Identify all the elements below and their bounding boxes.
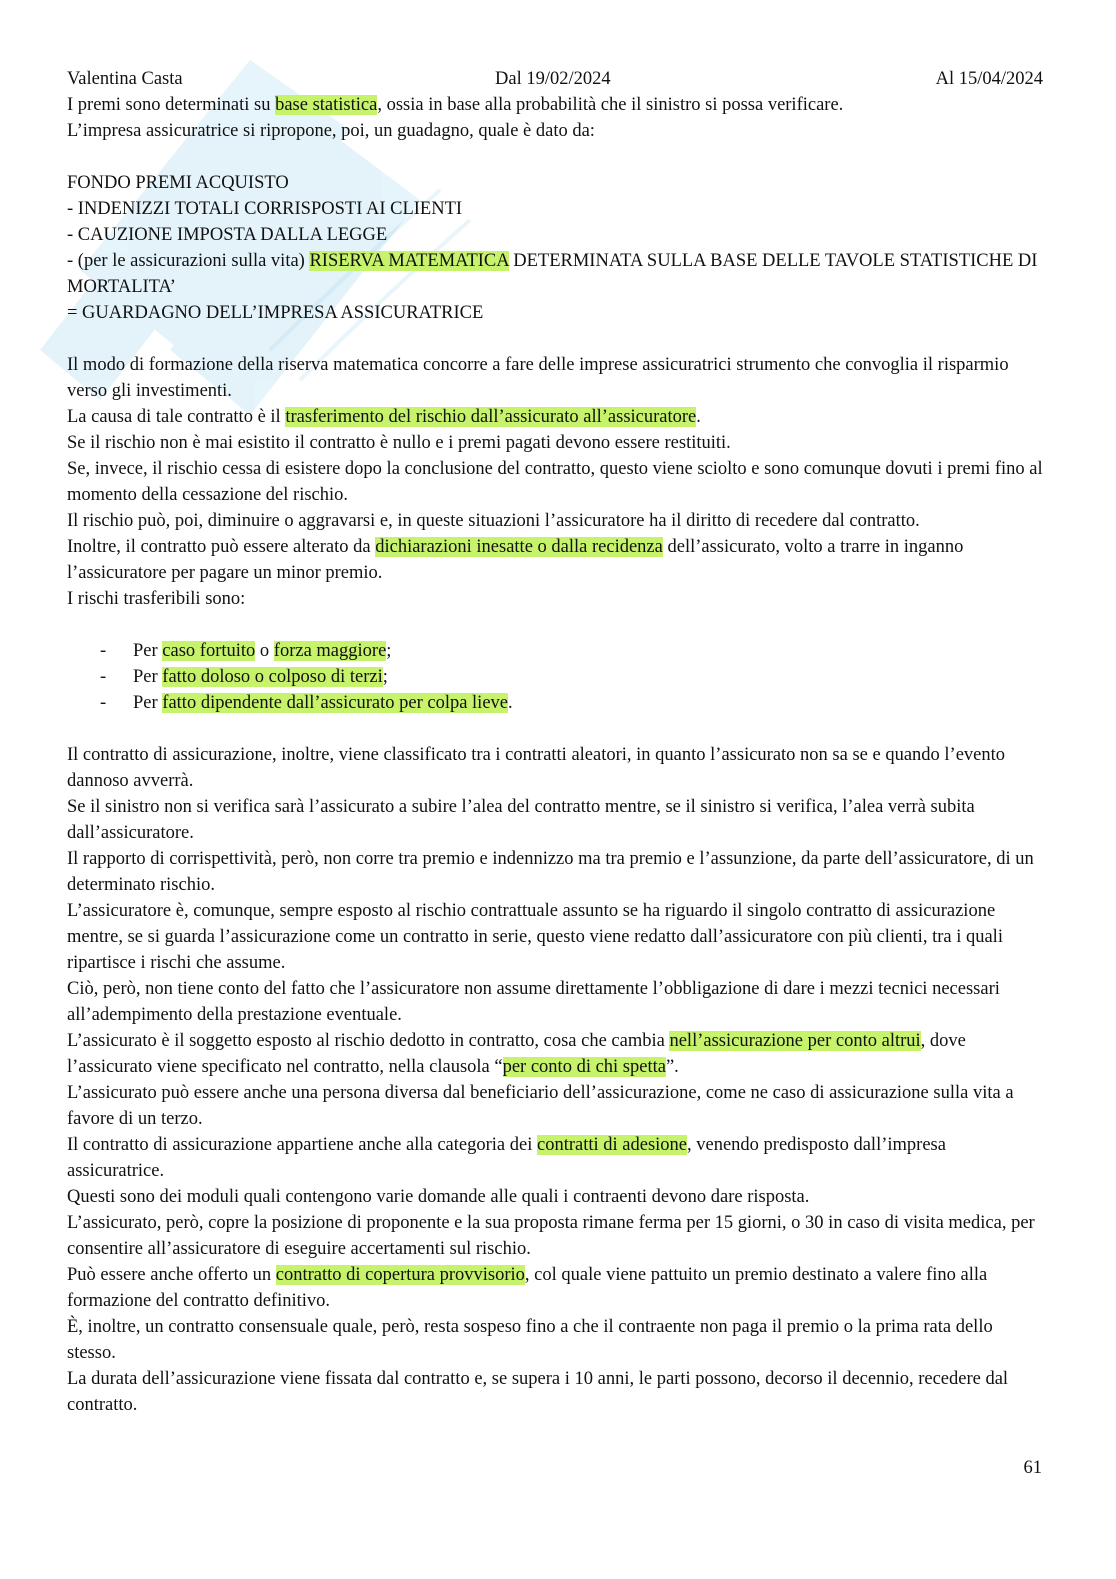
document-body: [67, 92, 1043, 1418]
paragraph: Ciò, però, non tiene conto del fatto che l’assicuratore non assume direttamente l’obbligazione di dare i mezzi tecnici necessari all’adempimento della prestazione eventuale.: [67, 979, 1000, 1025]
paragraph: L’impresa assicuratrice si ripropone, poi, un guadagno, quale è dato da:: [67, 121, 595, 141]
risk-list: [67, 638, 1043, 716]
highlight: contratto di copertura provvisorio: [275, 1265, 525, 1285]
list-item: - Per fatto dipendente dall’assicurato per colpa lieve.: [100, 693, 513, 713]
highlight: forza maggiore: [273, 641, 387, 661]
paragraph: Il rapporto di corrispettività, però, non corre tra premio e indennizzo ma tra premio e l’assunzione, da parte dell’assicuratore, di un determinato rischio.: [67, 849, 1034, 895]
paragraph: I premi sono determinati su base statistica, ossia in base alla probabilità che il sinistro si possa verificare.: [67, 95, 844, 115]
formula-line: - (per le assicurazioni sulla vita) RISERVA MATEMATICA DETERMINATA SULLA BASE DELLE TAVOLE STATISTICHE DI MORTALITA’: [67, 251, 1038, 297]
formula-line: - CAUZIONE IMPOSTA DALLA LEGGE: [67, 225, 388, 245]
highlight: base statistica: [275, 95, 378, 115]
paragraph: Se, invece, il rischio cessa di esistere dopo la conclusione del contratto, questo viene sciolto e sono comunque dovuti i premi fino al momento della cessazione del rischio.: [67, 459, 1043, 505]
paragraph: Il rischio può, poi, diminuire o aggravarsi e, in queste situazioni l’assicuratore ha il diritto di recedere dal contratto.: [67, 511, 920, 531]
paragraph: L’assicurato è il soggetto esposto al rischio dedotto in contratto, cosa che cambia nell’assicurazione per conto altrui, dove l’assicurato viene specificato nel contratto, nella clausola “per conto di chi spetta”.: [67, 1031, 966, 1077]
formula-line: - INDENIZZI TOTALI CORRISPOSTI AI CLIENTI: [67, 199, 463, 219]
paragraph: È, inoltre, un contratto consensuale quale, però, resta sospeso fino a che il contraente non paga il premio o la prima rata dello stesso.: [67, 1317, 993, 1363]
paragraph: Il contratto di assicurazione appartiene anche alla categoria dei contratti di adesione, venendo predisposto dall’impresa assicuratrice.: [67, 1135, 946, 1181]
paragraph: Può essere anche offerto un contratto di copertura provvisorio, col quale viene pattuito un premio destinato a valere fino alla formazione del contratto definitivo.: [67, 1265, 988, 1311]
highlight: RISERVA MATEMATICA: [309, 251, 509, 271]
paragraph: L’assicurato, però, copre la posizione di proponente e la sua proposta rimane ferma per 15 giorni, o 30 in caso di visita medica, per consentire all’assicuratore di eseguire accertamenti sul rischio.: [67, 1213, 1035, 1259]
header-author: Valentina Casta: [67, 69, 183, 89]
header-date-to: Al 15/04/2024: [935, 69, 1043, 89]
header-date-from: Dal 19/02/2024: [495, 69, 611, 89]
formula-line: FONDO PREMI ACQUISTO: [67, 173, 289, 193]
paragraph: Se il sinistro non si verifica sarà l’assicurato a subire l’alea del contratto mentre, se il sinistro si verifica, l’alea verrà subita dall’assicuratore.: [67, 797, 975, 843]
highlight: contratti di adesione: [536, 1135, 687, 1155]
paragraph: La durata dell’assicurazione viene fissata dal contratto e, se supera i 10 anni, le parti possono, decorso il decennio, recedere dal contratto.: [67, 1369, 1009, 1415]
highlight: per conto di chi spetta: [502, 1057, 666, 1077]
paragraph: Il modo di formazione della riserva matematica concorre a fare delle imprese assicuratrici strumento che convoglia il risparmio verso gli investimenti.: [67, 355, 1009, 401]
page-header: [67, 66, 1043, 94]
highlight: caso fortuito: [162, 641, 256, 661]
page-number: 61: [1023, 1458, 1042, 1478]
highlight: trasferimento del rischio dall’assicurato all’assicuratore: [285, 407, 697, 427]
highlight: fatto dipendente dall’assicurato per colpa lieve: [162, 693, 508, 713]
paragraph: Se il rischio non è mai esistito il contratto è nullo e i premi pagati devono essere restituiti.: [67, 433, 731, 453]
paragraph: Il contratto di assicurazione, inoltre, viene classificato tra i contratti aleatori, in quanto l’assicurato non sa se e quando l’evento dannoso avverrà.: [67, 745, 1006, 791]
list-item: - Per caso fortuito o forza maggiore;: [100, 641, 392, 661]
list-item: - Per fatto doloso o colposo di terzi;: [100, 667, 388, 687]
paragraph: Inoltre, il contratto può essere alterato da dichiarazioni inesatte o dalla recidenza dell’assicurato, volto a trarre in inganno l’assicuratore per pagare un minor premio.: [67, 537, 964, 583]
highlight: nell’assicurazione per conto altrui: [669, 1031, 921, 1051]
paragraph: I rischi trasferibili sono:: [67, 589, 246, 609]
paragraph: La causa di tale contratto è il trasferimento del rischio dall’assicurato all’assicuratore.: [67, 407, 701, 427]
highlight: fatto doloso o colposo di terzi: [162, 667, 383, 687]
highlight: dichiarazioni inesatte o dalla recidenza: [375, 537, 663, 557]
paragraph: L’assicurato può essere anche una persona diversa dal beneficiario dell’assicurazione, come ne caso di assicurazione sulla vita a favore di un terzo.: [67, 1083, 1014, 1129]
formula-result: = GUARDAGNO DELL’IMPRESA ASSICURATRICE: [67, 303, 484, 323]
paragraph: Questi sono dei moduli quali contengono varie domande alle quali i contraenti devono dare risposta.: [67, 1187, 810, 1207]
paragraph: L’assicuratore è, comunque, sempre esposto al rischio contrattuale assunto se ha riguardo il singolo contratto di assicurazione mentre, se si guarda l’assicurazione come un contratto in serie, questo viene redatto dall’assicuratore con più clienti, tra i quali ripartisce i rischi che assume.: [67, 901, 1003, 973]
